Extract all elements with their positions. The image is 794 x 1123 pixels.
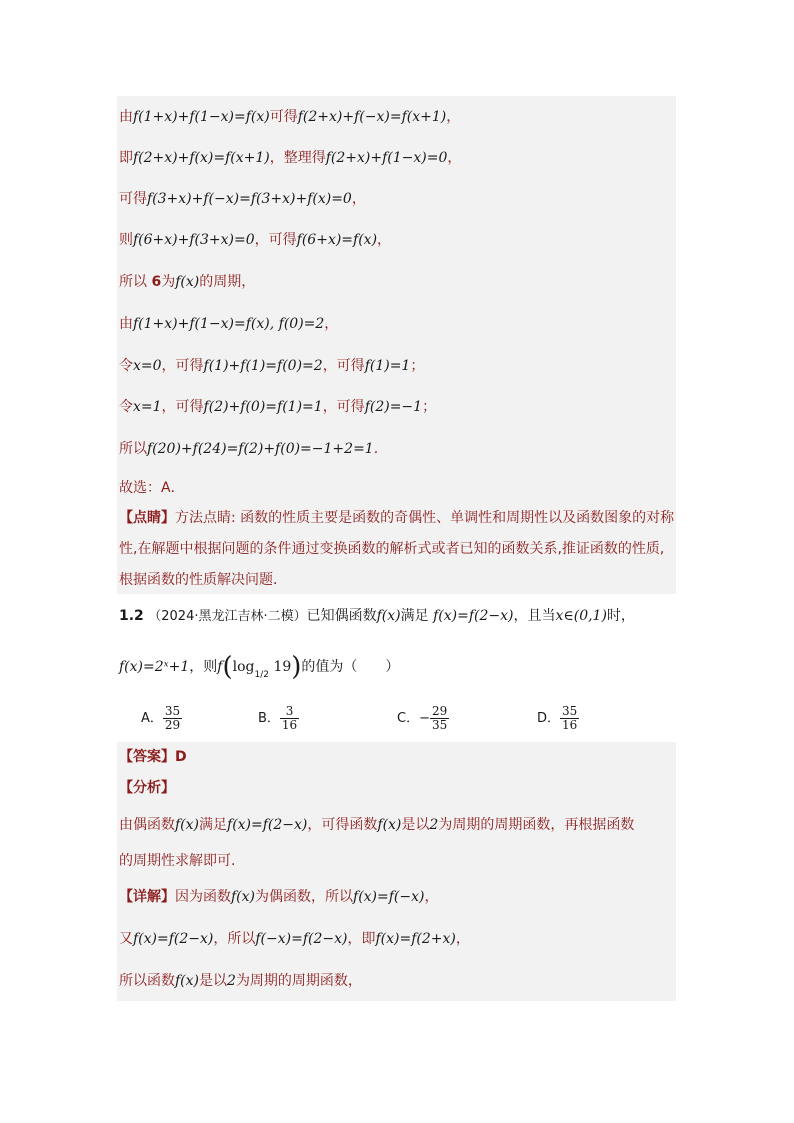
math: x=1 <box>133 399 162 415</box>
numerator: 3 <box>280 705 299 719</box>
math: 2 <box>429 817 439 833</box>
answer-label: 【答案】 <box>119 749 175 765</box>
math: f(2)+f(0)=f(1)=1 <box>203 399 323 415</box>
math: f(x)=f(2+x) <box>375 931 456 947</box>
option-c[interactable] <box>397 705 449 732</box>
answer-choice-line <box>119 478 185 498</box>
text: 则 <box>119 232 133 248</box>
numerator: 35 <box>562 704 578 718</box>
math: f(1)+f(1)=f(0)=2 <box>203 358 323 374</box>
numerator: 35 <box>164 704 181 718</box>
denominator: 16 <box>562 718 578 732</box>
math: f(x) <box>376 608 401 624</box>
math: f(2)=−1 <box>364 399 423 415</box>
log-base: 1/2 <box>254 670 269 680</box>
solution-line-9 <box>119 439 378 459</box>
solution-line-1 <box>119 107 460 127</box>
math: f(1)=1 <box>364 358 411 374</box>
log-text: log <box>232 659 255 675</box>
option-fraction <box>560 705 579 732</box>
text: 可得 <box>269 109 298 125</box>
text: 所以函数 <box>119 973 175 989</box>
text: 又 <box>119 931 133 947</box>
option-label: A． <box>141 711 163 726</box>
option-fraction <box>280 705 299 732</box>
text: ， <box>447 150 462 166</box>
option-label: C． <box>397 711 420 726</box>
problem-number: 1.2 <box>119 608 144 624</box>
math: f(2+x)+f(x)=f(x+1) <box>133 150 270 166</box>
text: ，可得 <box>161 399 204 415</box>
text: 为 <box>161 274 176 290</box>
math: f(1+x)+f(1−x)=f(x) <box>133 109 270 125</box>
option-b[interactable] <box>258 705 299 732</box>
math: f(x)=f(2−x) <box>133 931 214 947</box>
math: f(1+x)+f(1−x)=f(x), f(0)=2 <box>133 316 325 332</box>
math: f(x) <box>175 274 200 290</box>
denominator: 16 <box>281 718 298 732</box>
text: 满足 <box>199 817 228 833</box>
option-fraction <box>430 705 449 732</box>
text: 是以 <box>199 973 228 989</box>
log-base-num: 1 <box>254 670 261 680</box>
text: 为周期的周期函数，再根据函数 <box>438 817 635 833</box>
solution-line-8 <box>119 397 436 417</box>
text: 即 <box>119 150 133 166</box>
text: 令 <box>119 399 133 415</box>
paren-right: ) <box>291 652 302 682</box>
text: 故选：A． <box>119 480 185 496</box>
text: 已知偶函数 <box>306 608 377 624</box>
math: f <box>217 659 223 675</box>
log-base-den: 2 <box>263 670 269 680</box>
detail-line-3 <box>119 971 362 991</box>
tip-line-3 <box>119 570 287 590</box>
text: 为周期的周期函数， <box>235 973 362 989</box>
text: 性,在解题中根据问题的条件通过变换函数的解析式或者已知的函数关系,推证函数的性质, <box>119 541 665 557</box>
math: x∈(0,1) <box>555 608 607 624</box>
math: f(x) <box>377 817 402 833</box>
answer-line <box>119 747 187 767</box>
solution-line-6 <box>119 314 338 334</box>
text: 方法点睛: 函数的性质主要是函数的奇偶性、单调性和周期性以及函数图象的对称 <box>175 510 675 526</box>
log-arg: 19 <box>273 659 292 675</box>
text: ，可得函数 <box>307 817 378 833</box>
analysis-line-1 <box>119 815 634 835</box>
text: 的周期， <box>199 274 256 290</box>
text: 令 <box>119 358 133 374</box>
math: x=0 <box>133 358 162 374</box>
text: 为偶函数，所以 <box>255 889 354 905</box>
math: f(x)=f(2−x) <box>227 817 308 833</box>
problem-source: （2024·黑龙江吉林·二模） <box>148 609 307 624</box>
solution-line-2 <box>119 148 461 168</box>
text: ，且当 <box>513 608 556 624</box>
math: f(3+x)+f(−x)=f(3+x)+f(x)=0 <box>147 191 352 207</box>
solution-line-7 <box>119 356 424 376</box>
math: f(6+x)=f(x) <box>296 232 378 248</box>
math: f(x)=f(−x) <box>353 889 425 905</box>
math: f(x) <box>175 817 200 833</box>
numerator: 29 <box>431 704 448 718</box>
detail-label: 【详解】 <box>119 889 175 905</box>
answer-value: D <box>175 749 187 765</box>
analysis-line-2 <box>119 851 235 871</box>
option-a[interactable] <box>141 705 182 732</box>
text: 由 <box>119 316 133 332</box>
tip-label: 【点睛】 <box>119 510 175 526</box>
math: f(2+x)+f(1−x)=0 <box>325 150 448 166</box>
text: ，可得 <box>322 358 365 374</box>
detail-line-1 <box>119 887 438 907</box>
option-sign: − <box>419 711 430 726</box>
math: f(x) <box>175 973 200 989</box>
problem-line-2 <box>119 652 400 685</box>
math: f(x) <box>231 889 256 905</box>
text: ，即 <box>347 931 376 947</box>
tip-line-1 <box>119 508 674 528</box>
problem-line-1 <box>119 606 635 627</box>
text: ； <box>422 399 437 415</box>
text: ， <box>424 889 439 905</box>
option-label: D． <box>537 711 561 726</box>
math: f(2+x)+f(−x)=f(x+1) <box>297 109 447 125</box>
math: f(−x)=f(2−x) <box>255 931 348 947</box>
option-d[interactable] <box>537 705 579 732</box>
text: ，可得 <box>322 399 365 415</box>
text: 可得 <box>119 191 147 207</box>
math: f(x)=f(2−x) <box>433 608 514 624</box>
text: 由 <box>119 109 133 125</box>
math: f(6+x)+f(3+x)=0 <box>133 232 255 248</box>
option-fraction <box>163 705 182 732</box>
solution-line-5 <box>119 272 255 292</box>
denominator: 29 <box>164 718 181 732</box>
text: ，整理得 <box>269 150 326 166</box>
period-value: 6 <box>151 274 162 290</box>
text: 的周期性求解即可. <box>119 853 236 869</box>
text: 的值为（ ） <box>301 659 400 675</box>
denominator: 35 <box>431 718 448 732</box>
text: 所以 <box>119 441 147 457</box>
text: 满足 <box>400 608 429 624</box>
analysis-label-line <box>119 778 175 798</box>
text: ， <box>377 232 392 248</box>
text: ， <box>324 316 339 332</box>
text: ，所以 <box>213 931 256 947</box>
tip-line-2 <box>119 539 664 559</box>
math: 2 <box>227 973 236 989</box>
text: ，可得 <box>161 358 204 374</box>
text: ， <box>351 191 366 207</box>
text: ， <box>455 931 470 947</box>
text: 由偶函数 <box>119 817 175 833</box>
text: ， <box>446 109 461 125</box>
analysis-label: 【分析】 <box>119 780 175 796</box>
text: 时， <box>606 608 635 624</box>
text: ，则 <box>189 659 218 675</box>
text: 是以 <box>401 817 430 833</box>
text: ； <box>410 358 425 374</box>
math: f(x)=2ˣ+1 <box>119 659 190 675</box>
text: ，可得 <box>254 232 297 248</box>
text: 根据函数的性质解决问题． <box>119 572 287 588</box>
paren-left: ( <box>222 652 233 682</box>
option-label: B． <box>258 711 280 726</box>
detail-line-2 <box>119 929 470 949</box>
answer-block <box>117 742 676 1001</box>
text: . <box>373 441 379 457</box>
text: 所以 <box>119 274 152 290</box>
solution-line-4 <box>119 230 391 250</box>
solution-line-3 <box>119 189 366 209</box>
text: 因为函数 <box>175 889 231 905</box>
math: f(20)+f(24)=f(2)+f(0)=−1+2=1 <box>147 441 374 457</box>
